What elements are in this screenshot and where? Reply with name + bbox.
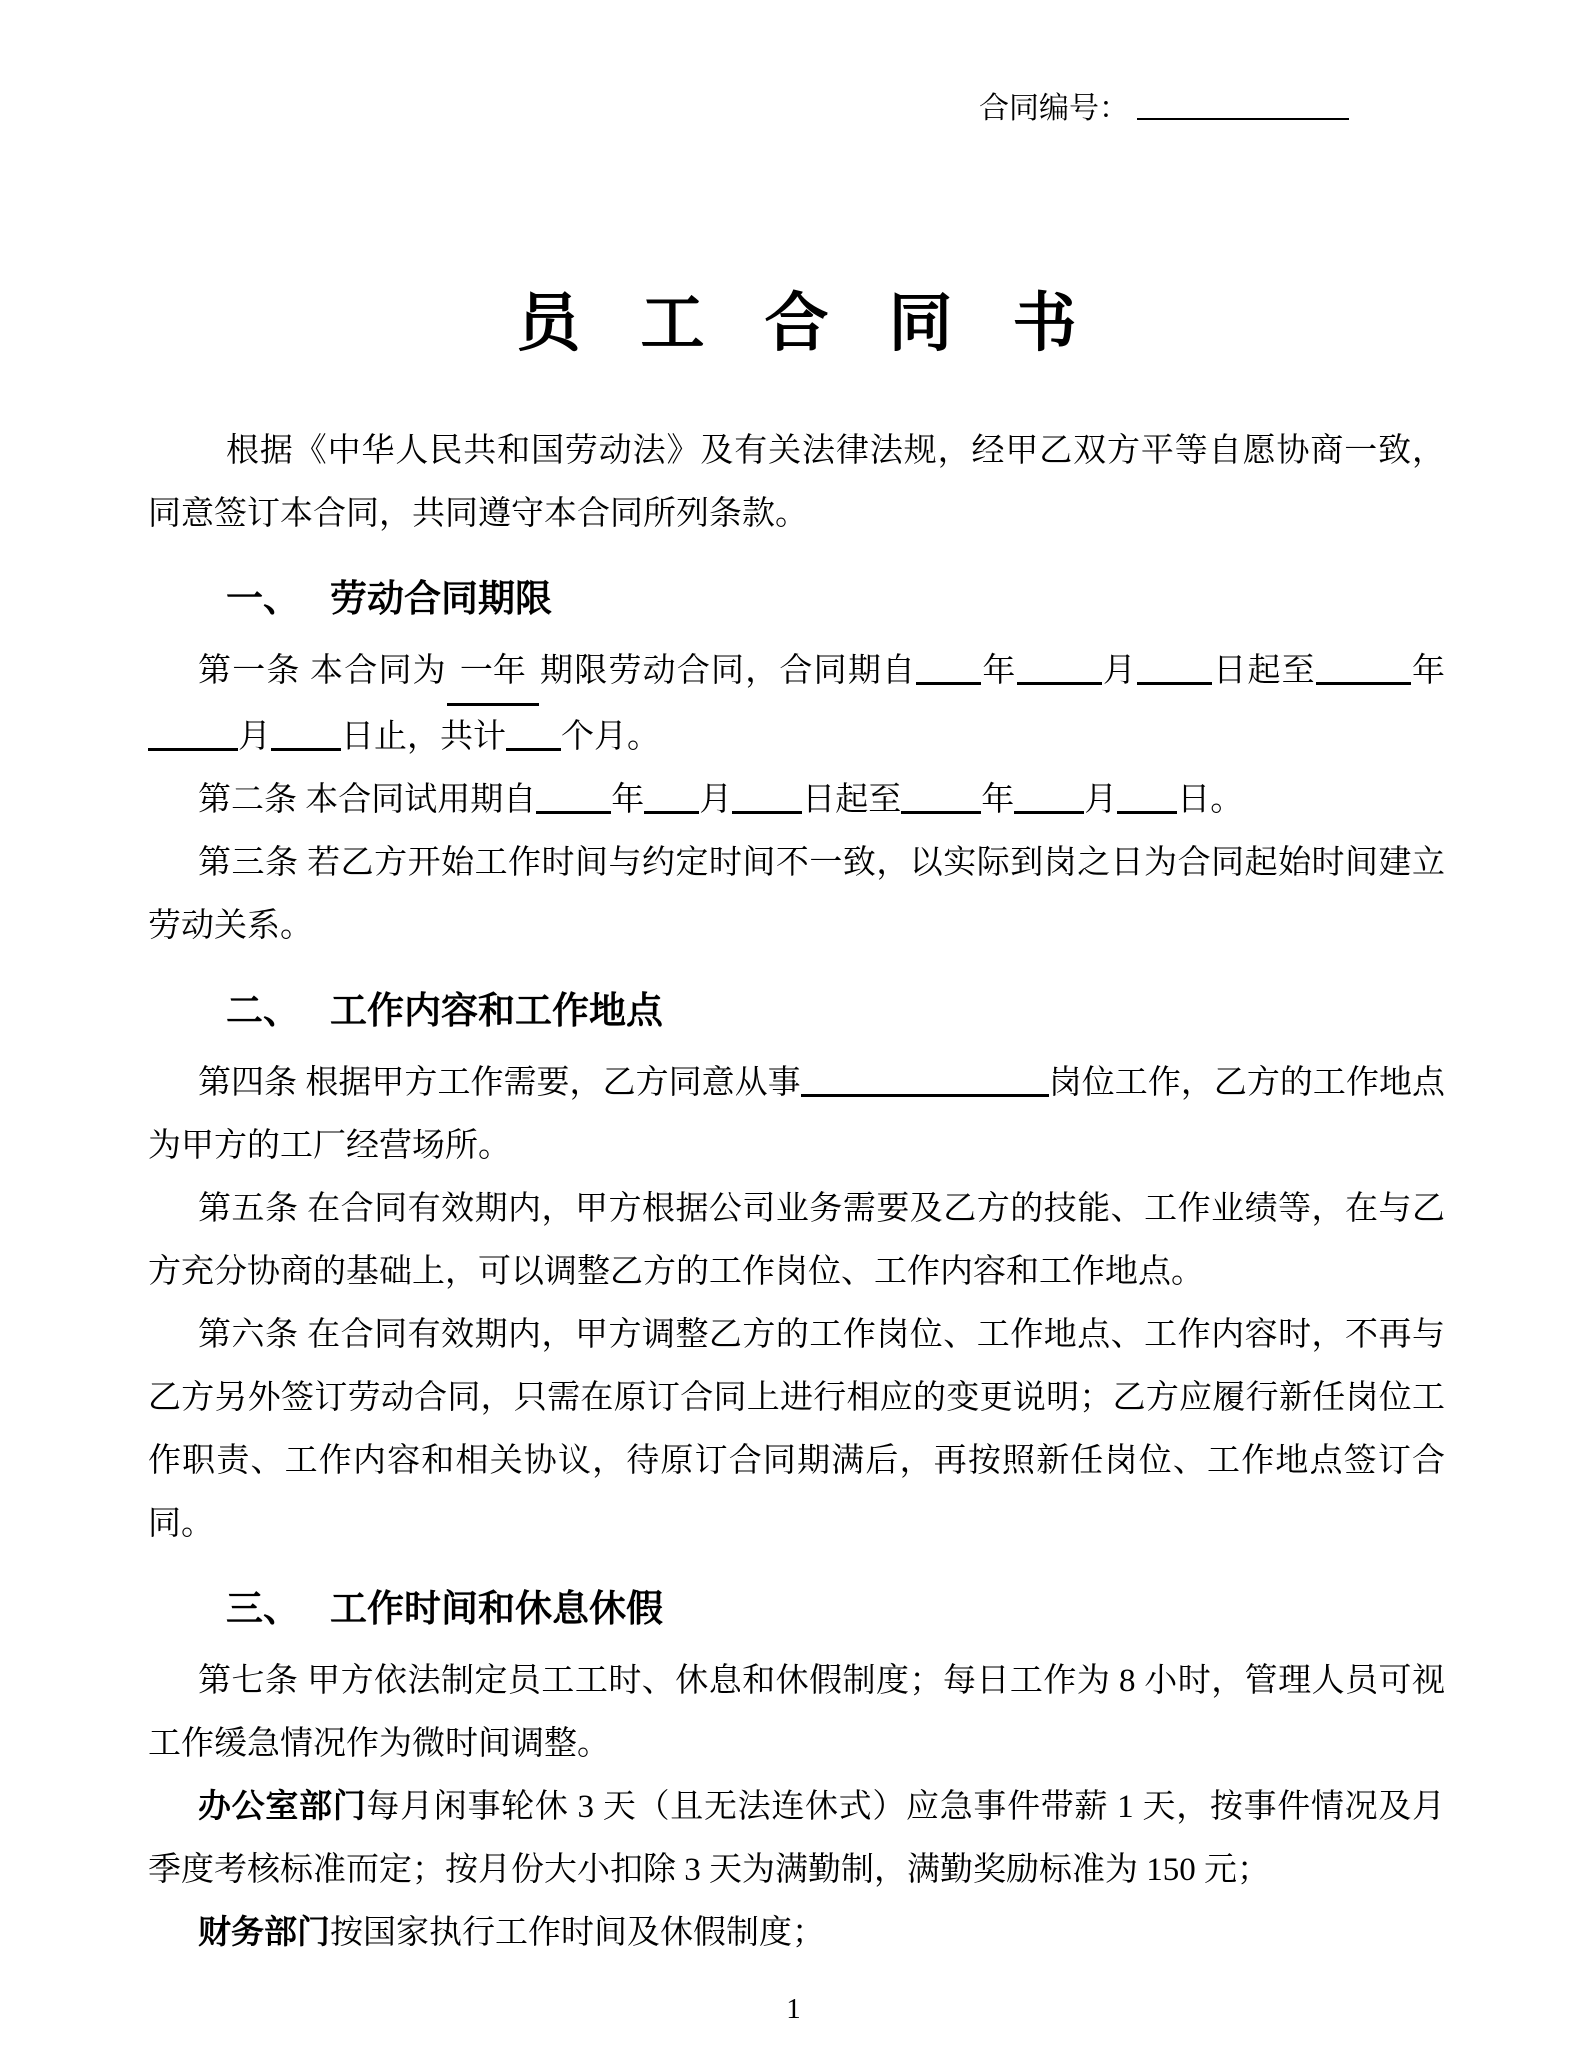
- clause-paragraph: [148, 1304, 1445, 1556]
- bold-text-run: 财务部门: [198, 1915, 330, 1951]
- section-number: 三、: [226, 1589, 300, 1630]
- blank-field: [536, 801, 611, 814]
- blank-field: [732, 801, 802, 814]
- text-run: 年: [611, 782, 645, 818]
- section-title: 劳动合同期限: [330, 579, 552, 620]
- blank-field: [901, 801, 981, 814]
- section-number: 二、: [226, 991, 300, 1032]
- contract-number-blank-field: [1137, 110, 1349, 120]
- section-heading: [148, 572, 1445, 628]
- contract-number-row: [148, 88, 1445, 130]
- section-heading: [148, 1582, 1445, 1638]
- bold-text-run: 办公室部门: [198, 1789, 367, 1825]
- text-run: 年: [981, 653, 1017, 689]
- blank-field: [801, 1084, 1049, 1097]
- text-run: 第三条 若乙方开始工作时间与约定时间不一致，以实际到岗之日为合同起始时间建立劳动关系。: [148, 845, 1445, 944]
- clause-paragraph: [148, 832, 1445, 958]
- text-run: 第五条 在合同有效期内，甲方根据公司业务需要及乙方的技能、工作业绩等，在与乙方充分协商的基础上，可以调整乙方的工作岗位、工作内容和工作地点。: [148, 1191, 1445, 1290]
- text-run: 月: [238, 719, 271, 755]
- page-number: 1: [786, 1993, 801, 2025]
- text-run: 日起至: [802, 782, 902, 818]
- text-run: 第四条 根据甲方工作需要，乙方同意从事: [198, 1065, 801, 1101]
- text-run: 第二条 本合同试用期自: [198, 782, 537, 818]
- section-number: 一、: [226, 579, 300, 620]
- text-run: 根据《中华人民共和国劳动法》及有关法律法规，经甲乙双方平等自愿协商一致，同意签订本合同，共同遵守本合同所列条款。: [148, 433, 1445, 532]
- filled-value: 一年: [447, 640, 539, 706]
- blank-field: [1117, 801, 1177, 814]
- blank-field: [1137, 672, 1212, 685]
- blank-field: [1316, 672, 1411, 685]
- document-title: 员 工 合 同 书: [516, 288, 1099, 359]
- section-title: 工作时间和休息休假: [330, 1589, 663, 1630]
- blank-field: [644, 801, 699, 814]
- text-run: 年: [1410, 653, 1446, 689]
- clause-paragraph: [148, 1178, 1445, 1304]
- text-run: 按国家执行工作时间及休假制度；: [330, 1915, 825, 1951]
- text-run: 期限劳动合同，合同期自: [538, 653, 917, 689]
- clause-paragraph: [148, 769, 1445, 832]
- blank-field: [916, 672, 981, 685]
- text-run: 每月闲事轮休 3 天（且无法连休式）应急事件带薪 1 天，按事件情况及月季度考核标准而定；按月份大小扣除 3 天为满勤制，满勤奖励标准为 150 元；: [148, 1789, 1446, 1888]
- intro-paragraph: [148, 420, 1445, 546]
- text-run: 第七条 甲方依法制定员工工时、休息和休假制度；每日工作为 8 小时，管理人员可视工作缓急情况作为微时间调整。: [148, 1663, 1445, 1762]
- text-run: 个月。: [561, 719, 660, 755]
- document-body: [148, 420, 1445, 1965]
- section-heading: [148, 984, 1445, 1040]
- clause-paragraph: [148, 1650, 1445, 1776]
- clause-paragraph: [148, 1776, 1445, 1902]
- blank-field: [506, 738, 561, 751]
- text-run: 月: [1084, 782, 1118, 818]
- blank-field: [1014, 801, 1084, 814]
- clause-paragraph: [148, 1052, 1445, 1178]
- clause-paragraph: [148, 1902, 1445, 1965]
- text-run: 日。: [1177, 782, 1244, 818]
- text-run: 第一条 本合同为: [198, 653, 447, 689]
- text-run: 月: [1101, 653, 1138, 689]
- text-run: 第六条 在合同有效期内，甲方调整乙方的工作岗位、工作地点、工作内容时，不再与乙方另外签订劳动合同，只需在原订合同上进行相应的变更说明；乙方应履行新任岗位工作职责、工作内容和相关协议，待原订合同期满后，再按照新任岗位、工作地点签订合同。: [148, 1317, 1445, 1542]
- text-run: 月: [699, 782, 733, 818]
- blank-field: [271, 738, 341, 751]
- blank-field: [1017, 672, 1102, 685]
- text-run: 日起至: [1212, 653, 1316, 689]
- clause-paragraph: [148, 640, 1445, 769]
- text-run: 日止，共计: [341, 719, 506, 755]
- text-run: 年: [981, 782, 1015, 818]
- section-title: 工作内容和工作地点: [330, 991, 663, 1032]
- contract-number-label: 合同编号：: [979, 92, 1129, 125]
- text-run: 岗位工作，乙方的工作地点为甲方的工厂经营场所。: [148, 1065, 1446, 1164]
- blank-field: [148, 738, 238, 751]
